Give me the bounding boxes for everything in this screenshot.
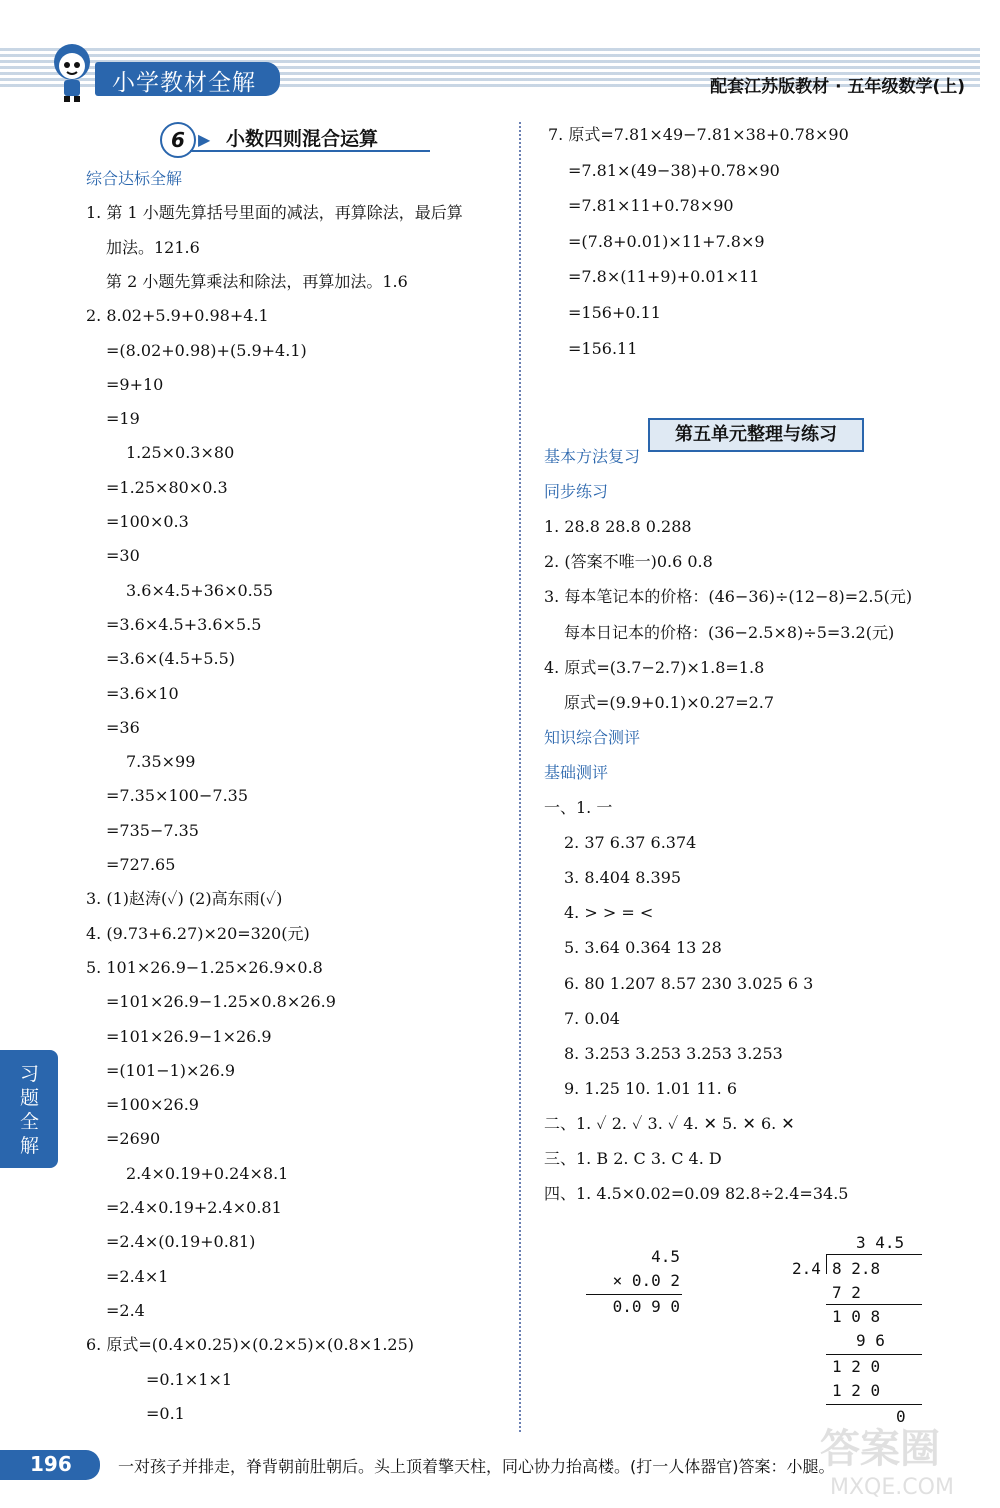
answer-line: 7. 原式=7.81×49−7.81×38+0.78×90	[548, 125, 849, 144]
answer-line: =7.81×(49−38)+0.78×90	[568, 160, 780, 180]
side-tab	[0, 1050, 58, 1168]
division-line	[826, 1354, 922, 1355]
section-number: 6	[160, 122, 196, 158]
answer-line: =7.81×11+0.78×90	[568, 196, 734, 216]
answer-line: =727.65	[106, 855, 176, 874]
answer-line: =2.4×0.19+2.4×0.81	[106, 1198, 282, 1217]
answer-line: =30	[106, 546, 140, 566]
subsection-heading: 基本方法复习	[544, 447, 641, 466]
answer-line: 8. 3.253 3.253 3.253 3.253	[564, 1043, 783, 1063]
unit-title-box	[648, 418, 864, 452]
division-line	[826, 1254, 827, 1274]
answer-line: =3.6×4.5+3.6×5.5	[106, 614, 262, 634]
answer-line: =7.8×(11+9)+0.01×11	[568, 267, 760, 287]
section-heading	[160, 120, 460, 156]
answer-line: 三、1. B 2. C 3. C 4. D	[544, 1149, 722, 1168]
division-step: 1 2 0	[832, 1381, 881, 1400]
answer-line: 2. 37 6.37 6.374	[564, 833, 697, 853]
answer-line: =100×0.3	[106, 512, 189, 531]
answer-line: 第 2 小题先算乘法和除法，再算加法。1.6	[106, 271, 408, 291]
answer-line: 2. (答案不唯一)0.6 0.8	[544, 552, 713, 572]
answer-line: =3.6×10	[106, 683, 179, 703]
book-subtitle: 配套江苏版教材 · 五年级数学(上)	[710, 77, 965, 97]
division-line	[826, 1304, 922, 1305]
answer-line: 7. 0.04	[564, 1008, 620, 1028]
answer-line: 6. 原式=(0.4×0.25)×(0.2×5)×(0.8×1.25)	[86, 1335, 415, 1355]
subsection-heading: 知识综合测评	[544, 727, 641, 747]
answer-line: =2690	[106, 1129, 161, 1149]
answer-line: 5. 101×26.9−1.25×26.9×0.8	[86, 957, 323, 977]
answer-line: =0.1×1×1	[146, 1369, 233, 1389]
answer-line: 原式=(9.9+0.1)×0.27=2.7	[564, 692, 775, 712]
answer-line: =(101−1)×26.9	[106, 1060, 236, 1080]
answer-line: =7.35×100−7.35	[106, 786, 249, 806]
answer-line: =101×26.9−1×26.9	[106, 1026, 272, 1046]
answer-line: =101×26.9−1.25×0.8×26.9	[106, 992, 336, 1012]
unit-title: 第五单元整理与练习	[675, 424, 837, 445]
mult-row: × 0.0 2	[612, 1271, 680, 1290]
answer-line: 3.6×4.5+36×0.55	[126, 580, 274, 600]
answer-line: 6. 80 1.207 8.57 230 3.025 6 3	[564, 973, 814, 993]
answer-line: 3. (1)赵涛(✓) (2)高东雨(✓)	[86, 889, 283, 909]
division-step: 1 0 8	[832, 1307, 881, 1326]
arrow-right-icon: ▶	[198, 130, 211, 149]
answer-line: =1.25×80×0.3	[106, 477, 228, 497]
answer-line: 7.35×99	[126, 752, 196, 772]
answer-line: 2.4×0.19+0.24×8.1	[126, 1163, 289, 1183]
division-divisor: 2.4	[792, 1259, 821, 1278]
answer-line: =3.6×(4.5+5.5)	[106, 649, 236, 669]
answer-line: 四、1. 4.5×0.02=0.09 82.8÷2.4=34.5	[544, 1184, 849, 1204]
section-title: 小数四则混合运算	[226, 128, 379, 150]
answer-line: 1. 第 1 小题先算括号里面的减法，再算除法，最后算	[86, 203, 463, 223]
division-quotient: 3 4.5	[856, 1233, 905, 1252]
answer-line: 2. 8.02+5.9+0.98+4.1	[86, 306, 269, 326]
answer-line: 9. 1.25 10. 1.01 11. 6	[564, 1078, 738, 1098]
answer-line: 3. 8.404 8.395	[564, 868, 682, 888]
division-step: 0	[896, 1407, 906, 1426]
answer-line: =735−7.35	[106, 820, 199, 840]
division-dividend: 8 2.8	[832, 1259, 881, 1278]
answer-line: =36	[106, 717, 140, 737]
answer-line: =2.4×1	[106, 1266, 169, 1286]
answer-line: 3. 每本笔记本的价格：(46−36)÷(12−8)=2.5(元)	[544, 587, 913, 607]
mult-row: 0.0 9 0	[612, 1297, 680, 1316]
answer-line: =156+0.11	[568, 303, 661, 322]
subsection-heading: 综合达标全解	[86, 169, 183, 188]
answer-line: 5. 3.64 0.364 13 28	[564, 938, 722, 958]
mult-row: 4.5	[651, 1247, 680, 1266]
watermark-logo	[810, 1412, 990, 1502]
mult-line	[586, 1294, 682, 1295]
answer-line: =(7.8+0.01)×11+7.8×9	[568, 231, 765, 251]
division-step: 7 2	[832, 1283, 861, 1302]
svg-text:答案圈: 答案圈	[820, 1426, 940, 1472]
subsection-heading: 基础测评	[544, 762, 609, 782]
division-line	[826, 1404, 922, 1405]
answer-line: =2.4	[106, 1300, 145, 1320]
answer-line: =100×26.9	[106, 1095, 199, 1115]
division-line	[826, 1254, 922, 1255]
answer-line: 1.25×0.3×80	[126, 443, 235, 463]
answer-line: 每本日记本的价格：(36−2.5×8)÷5=3.2(元)	[564, 622, 895, 642]
answer-line: =(8.02+0.98)+(5.9+4.1)	[106, 340, 307, 360]
answer-line: 4. 原式=(3.7−2.7)×1.8=1.8	[544, 657, 765, 677]
page-number: 196	[30, 1452, 72, 1476]
answer-line: 1. 28.8 28.8 0.288	[544, 517, 692, 537]
subsection-heading: 同步练习	[544, 482, 609, 502]
answer-line: =156.11	[568, 338, 638, 358]
answer-line: 4. > > = <	[564, 903, 654, 923]
answer-line: 4. (9.73+6.27)×20=320(元)	[86, 923, 310, 943]
answer-line: =19	[106, 409, 140, 429]
answer-line: 一、1. 一	[544, 798, 613, 817]
answer-line: 二、1. ✓ 2. ✓ 3. ✓ 4. ✕ 5. ✕ 6. ✕	[544, 1113, 795, 1133]
footer-riddle: 一对孩子并排走，脊背朝前肚朝后。头上顶着擎天柱，同心协力抬高楼。(打一人体器官)答案：小腿。	[118, 1457, 835, 1476]
answer-line: =9+10	[106, 374, 164, 394]
brand-title: 小学教材全解	[112, 70, 256, 96]
answer-line: =2.4×(0.19+0.81)	[106, 1232, 256, 1252]
column-divider	[519, 122, 521, 1432]
section-underline	[190, 150, 430, 152]
division-step: 1 2 0	[832, 1357, 881, 1376]
answer-line: 加法。121.6	[106, 237, 200, 257]
svg-text:MXQE.COM: MXQE.COM	[830, 1475, 954, 1500]
answer-line: =0.1	[146, 1403, 185, 1423]
side-tab-label: 习题全解	[20, 1063, 40, 1157]
division-step: 9 6	[856, 1331, 885, 1350]
